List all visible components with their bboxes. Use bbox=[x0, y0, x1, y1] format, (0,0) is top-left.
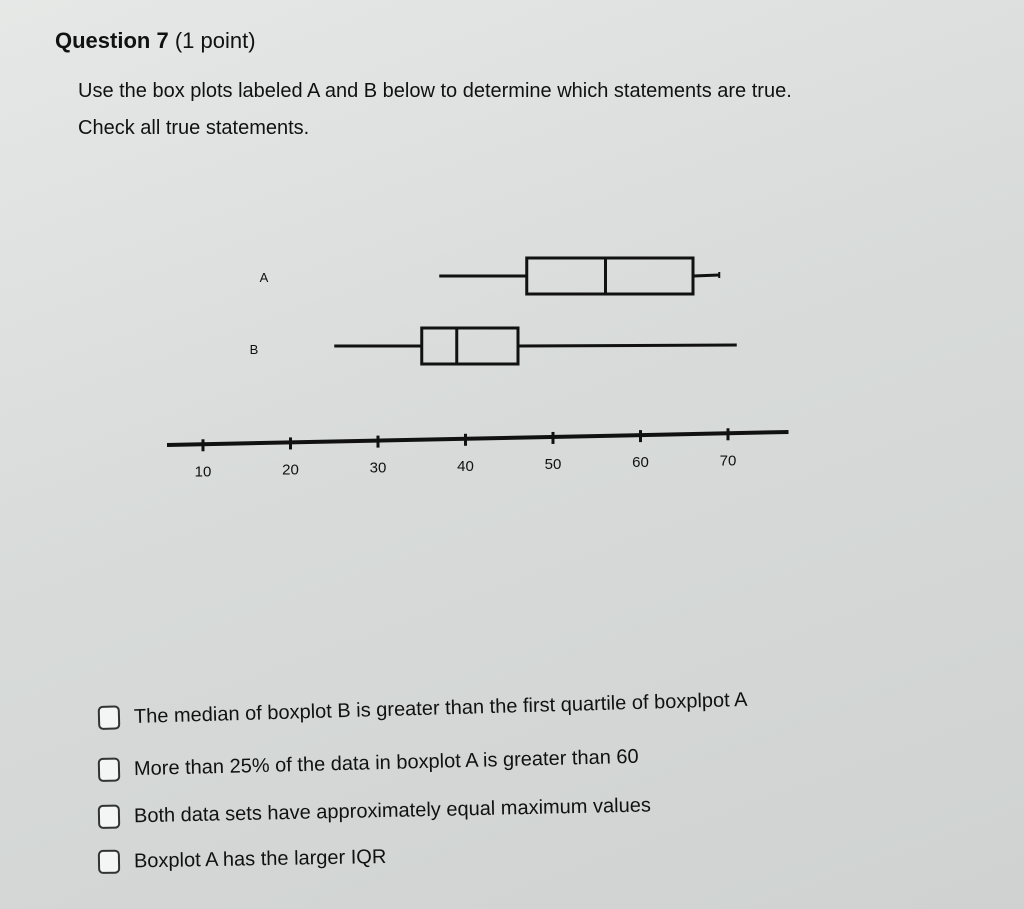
choice-label: Both data sets have approximately equal maximum values bbox=[133, 793, 652, 827]
choice-3[interactable] bbox=[98, 845, 387, 874]
checkbox-icon[interactable] bbox=[98, 805, 120, 829]
box-b bbox=[422, 328, 518, 364]
x-axis-line bbox=[167, 432, 789, 445]
x-tick-label-60: 60 bbox=[632, 454, 649, 472]
question-prompt-line2: Check all true statements. bbox=[78, 117, 310, 139]
x-tick-label-50: 50 bbox=[544, 455, 562, 473]
question-label: Question 7 bbox=[55, 28, 169, 53]
checkbox-icon[interactable] bbox=[98, 850, 120, 874]
x-tick-label-40: 40 bbox=[457, 457, 474, 475]
question-prompt-line1: Use the box plots labeled A and B below to determine which statements are true. bbox=[78, 80, 792, 102]
boxplot-label-b: B bbox=[249, 342, 259, 357]
choice-label: Boxplot A has the larger IQR bbox=[133, 845, 387, 872]
checkbox-icon[interactable] bbox=[98, 705, 121, 730]
x-tick-label-10: 10 bbox=[194, 463, 212, 481]
checkbox-icon[interactable] bbox=[98, 757, 121, 782]
x-tick-label-70: 70 bbox=[719, 452, 737, 470]
choice-label: More than 25% of the data in boxplot A is greater than 60 bbox=[133, 745, 639, 780]
whisker-right-b bbox=[518, 345, 737, 346]
x-tick-label-30: 30 bbox=[369, 459, 387, 477]
x-tick-label-20: 20 bbox=[282, 461, 299, 479]
choice-label: The median of boxplot B is greater than the first quartile of boxplpot A bbox=[133, 688, 748, 728]
whisker-right-a bbox=[693, 275, 719, 276]
boxplot-label-a: A bbox=[259, 270, 269, 285]
box-a bbox=[527, 258, 693, 294]
question-points: (1 point) bbox=[174, 28, 256, 53]
